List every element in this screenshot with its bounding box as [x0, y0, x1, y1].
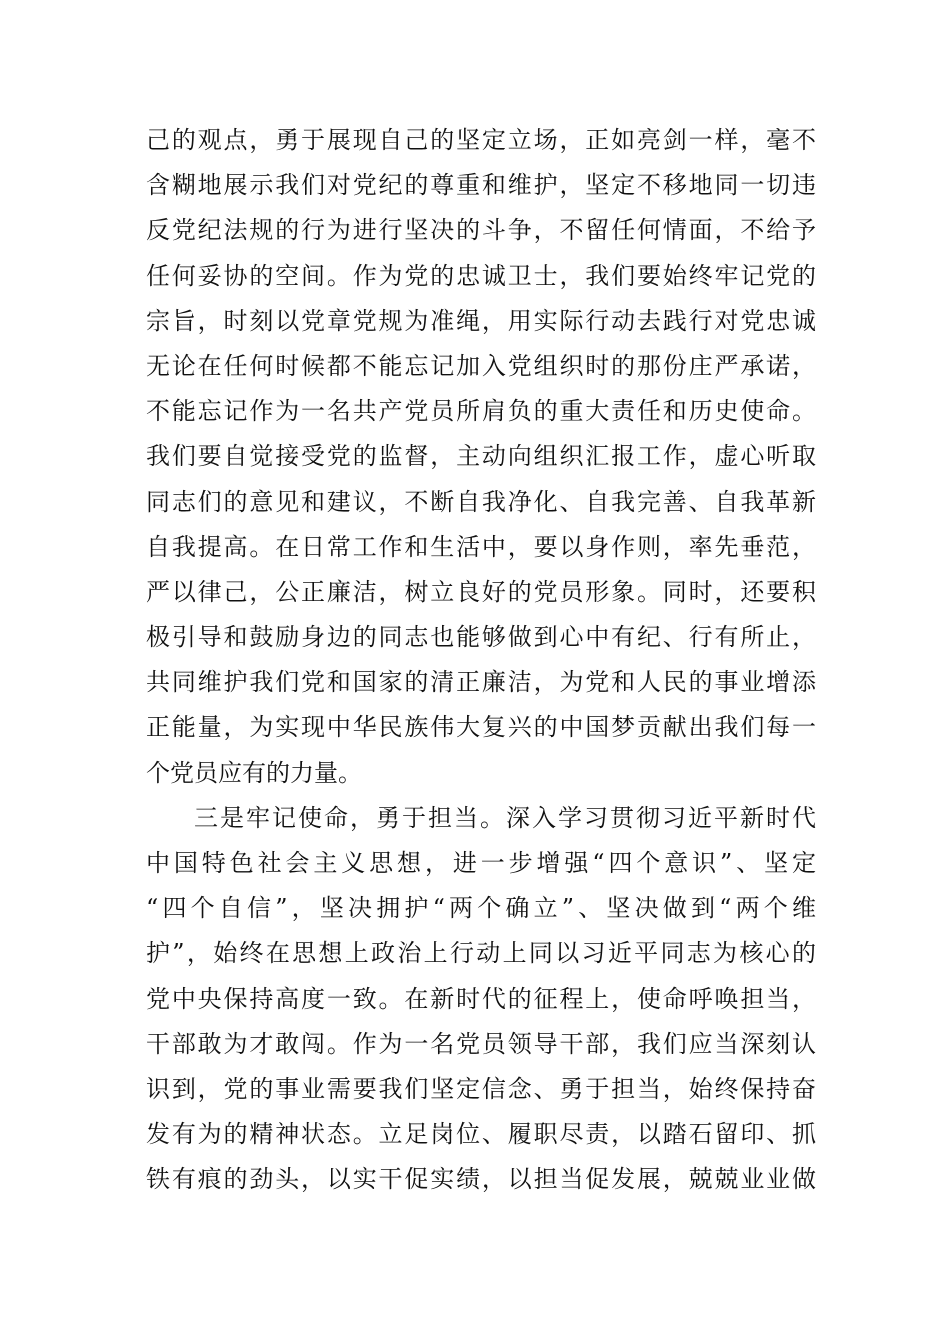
text-line: 反党纪法规的行为进行坚决的斗争，不留任何情面，不给予 [146, 216, 816, 245]
text-line: 正能量，为实现中华民族伟大复兴的中国梦贡献出我们每一 [146, 713, 816, 742]
text-line: 护”，始终在思想上政治上行动上同以习近平同志为核心的 [146, 939, 816, 968]
text-line: 三是牢记使命，勇于担当。深入学习贯彻习近平新时代 [194, 803, 816, 832]
text-line: 识到，党的事业需要我们坚定信念、勇于担当，始终保持奋 [146, 1074, 816, 1103]
text-line: 含糊地展示我们对党纪的尊重和维护，坚定不移地同一切违 [146, 171, 816, 200]
text-line: 不能忘记作为一名共产党员所肩负的重大责任和历史使命。 [146, 397, 816, 426]
text-line: 共同维护我们党和国家的清正廉洁，为党和人民的事业增添 [146, 668, 816, 697]
paragraph-2 [146, 796, 816, 1203]
text-line: 发有为的精神状态。立足岗位、履职尽责，以踏石留印、抓 [146, 1120, 816, 1149]
text-line: 中国特色社会主义思想，进一步增强“四个意识”、坚定 [146, 849, 816, 877]
text-line: 干部敢为才敢闯。作为一名党员领导干部，我们应当深刻认 [146, 1029, 816, 1058]
body-text [146, 118, 816, 1203]
text-line: 同志们的意见和建议，不断自我净化、自我完善、自我革新 [146, 487, 816, 516]
text-line: 己的观点，勇于展现自己的坚定立场，正如亮剑一样，毫不 [146, 126, 816, 154]
text-line: 党中央保持高度一致。在新时代的征程上，使命呼唤担当， [146, 984, 816, 1013]
text-line: 我们要自觉接受党的监督，主动向组织汇报工作，虚心听取 [146, 442, 816, 471]
text-line: 严以律己，公正廉洁，树立良好的党员形象。同时，还要积 [146, 577, 816, 606]
text-line: 宗旨，时刻以党章党规为准绳，用实际行动去践行对党忠诚 [146, 306, 816, 335]
text-line: 无论在任何时候都不能忘记加入党组织时的那份庄严承诺， [146, 351, 816, 380]
paragraph-1 [146, 118, 816, 796]
text-line: 任何妥协的空间。作为党的忠诚卫士，我们要始终牢记党的 [146, 261, 816, 290]
text-line: 自我提高。在日常工作和生活中，要以身作则，率先垂范， [146, 532, 816, 561]
text-line: 个党员应有的力量。 [146, 758, 362, 787]
text-line: “四个自信”，坚决拥护“两个确立”、坚决做到“两个维 [146, 894, 816, 923]
text-line: 铁有痕的劲头，以实干促实绩，以担当促发展，兢兢业业做 [146, 1165, 816, 1194]
text-line: 极引导和鼓励身边的同志也能够做到心中有纪、行有所止， [146, 623, 816, 652]
